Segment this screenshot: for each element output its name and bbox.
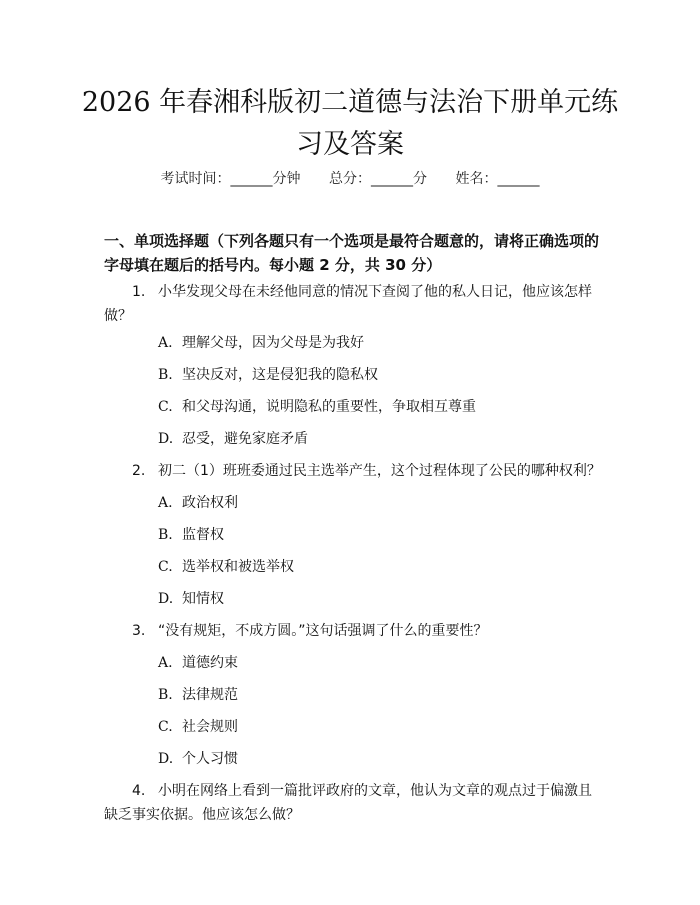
question-text: 小华发现父母在未经他同意的情况下查阅了他的私人日记，他应该怎样做？ [104, 284, 592, 324]
exam-name: 姓名：______ [455, 171, 540, 187]
option-3d: D. 个人习惯 [158, 751, 238, 767]
title-line-1: 2026 年春湘科版初二道德与法治下册单元练 [81, 87, 619, 118]
question-2 [104, 459, 604, 483]
document-title [0, 82, 700, 166]
question-3 [104, 619, 604, 643]
option-2d: D. 知情权 [158, 591, 224, 607]
question-text: 小明在网络上看到一篇批评政府的文章，他认为文章的观点过于偏激且缺乏事实依据。他应该怎么做？ [104, 783, 592, 823]
question-number: 3. [132, 623, 146, 639]
question-number: 1. [132, 284, 146, 300]
title-line-2: 习及答案 [296, 129, 404, 160]
section-heading: 一、单项选择题（下列各题只有一个选项是最符合题意的，请将正确选项的字母填在题后的括号内。每小题 2 分，共 30 分） [104, 232, 600, 274]
option-1b: B. 坚决反对，这是侵犯我的隐私权 [158, 367, 378, 383]
option-2c: C. 选举权和被选举权 [158, 559, 294, 575]
option-1c: C. 和父母沟通，说明隐私的重要性，争取相互尊重 [158, 399, 476, 415]
option-3a: A. 道德约束 [158, 655, 238, 671]
question-number: 4. [132, 783, 146, 799]
option-3c: C. 社会规则 [158, 719, 238, 735]
option-2a: A. 政治权利 [158, 495, 238, 511]
option-1d: D. 忍受，避免家庭矛盾 [158, 431, 308, 447]
question-text: “没有规矩，不成方圆。”这句话强调了什么的重要性？ [158, 623, 488, 639]
question-1 [104, 280, 604, 328]
question-number: 2. [132, 463, 146, 479]
option-3b: B. 法律规范 [158, 687, 238, 703]
exam-score: 总分：______分 [329, 171, 427, 187]
question-text: 初二（1）班班委通过民主选举产生，这个过程体现了公民的哪种权利？ [158, 463, 601, 479]
question-4 [104, 779, 604, 827]
exam-time: 考试时间：______分钟 [160, 171, 301, 187]
option-1a: A. 理解父母，因为父母是为我好 [158, 335, 364, 351]
exam-meta [0, 168, 700, 188]
option-2b: B. 监督权 [158, 527, 224, 543]
